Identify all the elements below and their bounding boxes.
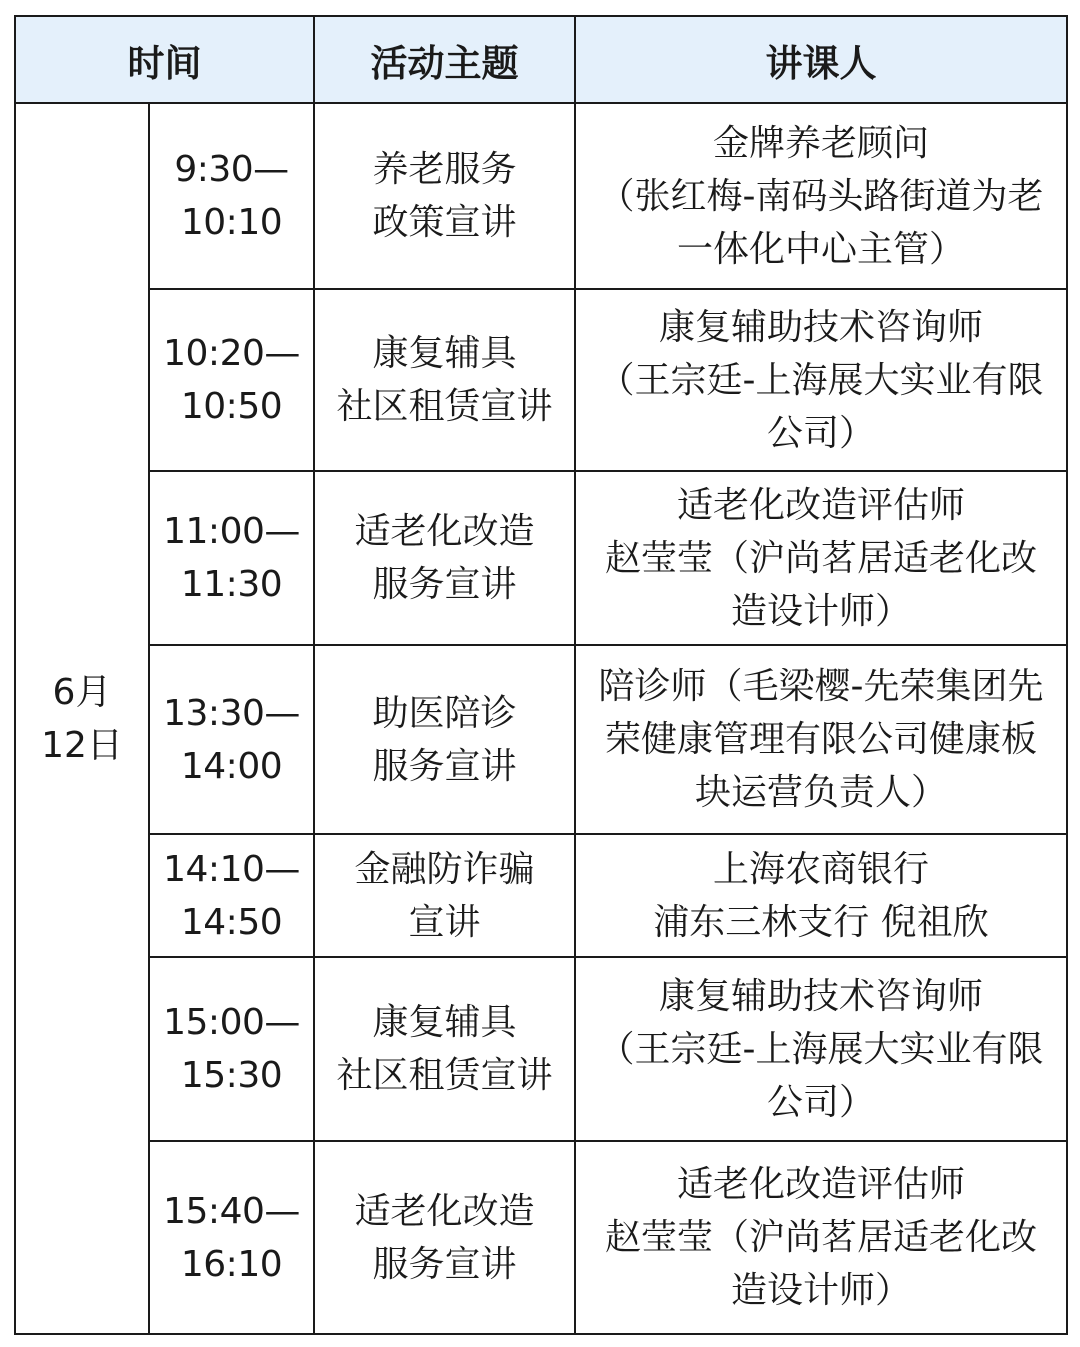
topic-line: 服务宣讲	[372, 1243, 517, 1285]
topic-line: 康复辅具	[372, 333, 517, 374]
time-cell	[149, 645, 314, 834]
topic-cell	[314, 289, 575, 471]
table-row	[15, 103, 1067, 289]
speaker-line: 荣健康管理有限公司健康板	[604, 719, 1037, 760]
table-row	[15, 834, 1067, 957]
speaker-line: 赵莹莹（沪尚茗居适老化改	[604, 1217, 1037, 1258]
speaker-cell	[575, 471, 1067, 645]
date-line: 6月	[52, 671, 112, 713]
time-cell	[149, 1141, 314, 1334]
schedule-body	[15, 103, 1067, 1334]
time-cell	[149, 103, 314, 289]
time-line: 9:30—	[174, 149, 289, 190]
topic-line: 适老化改造	[354, 1190, 535, 1232]
header-speaker: 讲课人	[575, 16, 1067, 103]
topic-cell	[314, 957, 575, 1141]
speaker-line: 造设计师）	[730, 1270, 911, 1311]
speaker-cell	[575, 289, 1067, 471]
topic-line: 适老化改造	[354, 511, 535, 552]
time-line: 11:00—	[163, 511, 300, 552]
speaker-line: （王宗廷-上海展大实业有限	[598, 359, 1044, 401]
header-topic: 活动主题	[314, 16, 575, 103]
table-row	[15, 1141, 1067, 1334]
time-line: 15:30	[180, 1055, 283, 1096]
speaker-line: 一体化中心主管）	[676, 228, 965, 270]
topic-cell	[314, 645, 575, 834]
topic-line: 社区租赁宣讲	[336, 1055, 553, 1096]
time-cell	[149, 957, 314, 1141]
time-cell	[149, 289, 314, 471]
speaker-line: （张红梅-南码头路街道为老	[598, 175, 1044, 217]
time-line: 16:10	[180, 1243, 283, 1285]
topic-line: 服务宣讲	[372, 745, 517, 787]
date-line: 12日	[41, 724, 123, 766]
speaker-line: 康复辅助技术咨询师	[658, 306, 983, 348]
time-line: 10:10	[180, 202, 283, 243]
topic-line: 助医陪诊	[372, 692, 517, 734]
speaker-line: 公司）	[766, 412, 875, 454]
speaker-line: 金牌养老顾问	[712, 122, 929, 164]
speaker-cell	[575, 103, 1067, 289]
header-time: 时间	[15, 16, 314, 103]
topic-line: 养老服务	[372, 149, 517, 190]
speaker-line: 浦东三林支行 倪祖欣	[653, 901, 989, 943]
speaker-line: 康复辅助技术咨询师	[658, 975, 983, 1017]
time-line: 15:00—	[163, 1002, 300, 1043]
speaker-cell	[575, 1141, 1067, 1334]
schedule-table	[14, 15, 1068, 1335]
speaker-line: 赵莹莹（沪尚茗居适老化改	[604, 537, 1037, 579]
time-line: 11:30	[180, 564, 283, 605]
speaker-line: 公司）	[766, 1081, 875, 1123]
speaker-cell	[575, 957, 1067, 1141]
topic-cell	[314, 103, 575, 289]
speaker-line: 适老化改造评估师	[676, 1164, 965, 1205]
speaker-cell	[575, 834, 1067, 957]
header-row	[15, 16, 1067, 103]
date-cell	[15, 103, 149, 1334]
topic-line: 金融防诈骗	[354, 848, 535, 890]
table-row	[15, 645, 1067, 834]
time-line: 15:40—	[163, 1190, 300, 1232]
speaker-line: 陪诊师（毛梁樱-先荣集团先	[598, 666, 1044, 707]
table-row	[15, 471, 1067, 645]
time-cell	[149, 834, 314, 957]
speaker-line: 块运营负责人）	[694, 772, 947, 813]
topic-line: 宣讲	[408, 901, 481, 943]
time-line: 10:50	[180, 386, 283, 427]
topic-line: 康复辅具	[372, 1002, 517, 1043]
topic-line: 服务宣讲	[372, 564, 517, 605]
time-line: 14:00	[180, 745, 283, 787]
topic-cell	[314, 834, 575, 957]
speaker-line: 造设计师）	[730, 590, 911, 632]
time-line: 14:10—	[163, 848, 300, 890]
speaker-line: 适老化改造评估师	[676, 484, 965, 526]
topic-cell	[314, 1141, 575, 1334]
topic-line: 政策宣讲	[372, 202, 517, 243]
topic-cell	[314, 471, 575, 645]
table-row	[15, 289, 1067, 471]
topic-line: 社区租赁宣讲	[336, 386, 553, 427]
speaker-cell	[575, 645, 1067, 834]
time-line: 10:20—	[163, 333, 300, 374]
speaker-line: 上海农商银行	[712, 848, 929, 890]
table-row	[15, 957, 1067, 1141]
time-line: 13:30—	[163, 692, 300, 734]
time-line: 14:50	[180, 901, 283, 943]
speaker-line: （王宗廷-上海展大实业有限	[598, 1028, 1044, 1070]
time-cell	[149, 471, 314, 645]
